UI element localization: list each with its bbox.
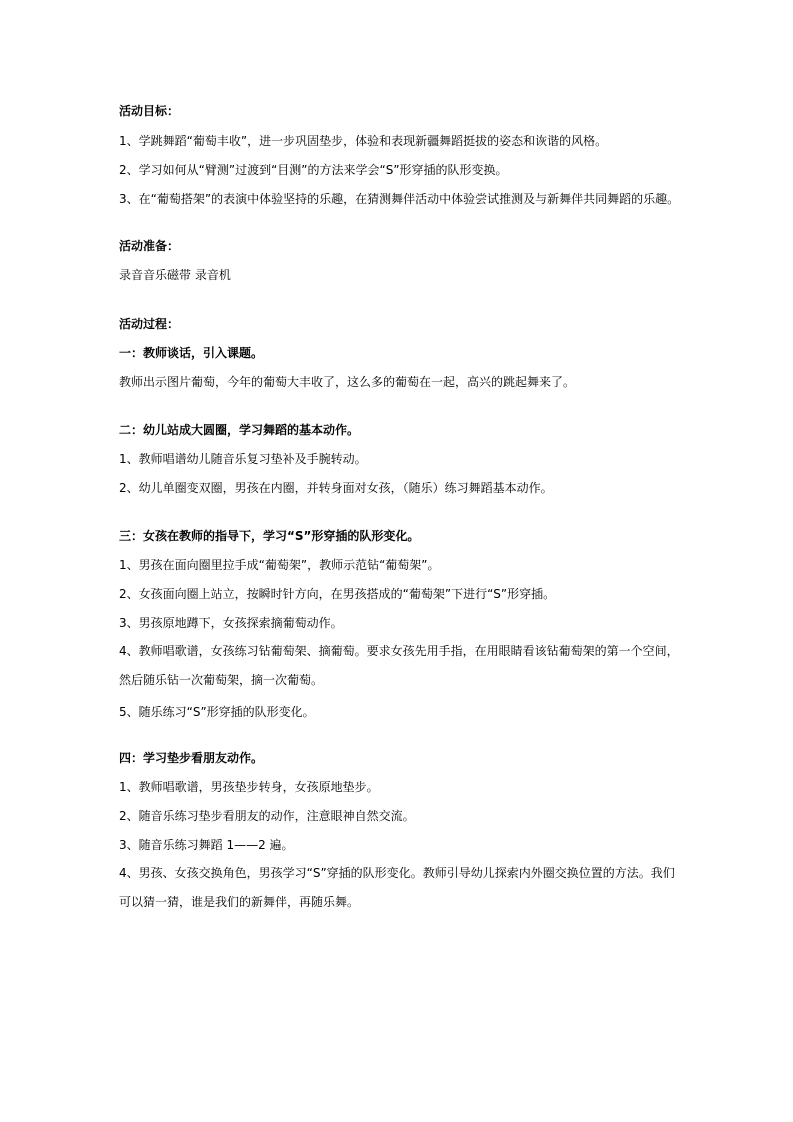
- section-3-title: 三：女孩在教师的指导下，学习“S”形穿插的队形变化。: [119, 529, 420, 543]
- goal-item-1: 1、学跳舞蹈“葡萄丰收”，进一步巩固垫步，体验和表现新疆舞蹈挺拔的姿态和诙谐的风格。: [119, 134, 608, 148]
- section-2-item-2: 2、幼儿单圈变双圈，男孩在内圈，并转身面对女孩，（随乐）练习舞蹈基本动作。: [119, 481, 553, 495]
- section-3-item-3: 3、男孩原地蹲下，女孩探索摘葡萄动作。: [119, 616, 343, 630]
- section-4-item-3: 3、随音乐练习舞蹈 1——2 遍。: [119, 838, 294, 852]
- section-3-item-2: 2、女孩面向圈上站立，按瞬时针方向，在男孩搭成的“葡萄架”下进行“S”形穿插。: [119, 587, 556, 601]
- section-4-title: 四：学习垫步看朋友动作。: [119, 751, 264, 765]
- section-2-title: 二：幼儿站成大圆圈，学习舞蹈的基本动作。: [119, 423, 360, 437]
- prep-heading: 活动准备：: [119, 239, 180, 253]
- section-4-item-2: 2、随音乐练习垫步看朋友的动作，注意眼神自然交流。: [119, 809, 415, 823]
- process-heading: 活动过程：: [119, 317, 180, 331]
- section-3-item-4: 4、教师唱歌谱，女孩练习钻葡萄架、摘葡萄。要求女孩先用手指，在用眼睛看该钻葡萄架的第一个空间，然后随乐钻一次葡萄架，摘一次葡萄。: [119, 644, 679, 687]
- section-1-title: 一：教师谈话，引入课题。: [119, 346, 264, 360]
- goals-heading: 活动目标：: [119, 104, 180, 118]
- section-3-item-5: 5、随乐练习“S”形穿插的队形变化。: [119, 705, 315, 719]
- section-3-item-1: 1、男孩在面向圈里拉手成“葡萄架”，教师示范钻“葡萄架”。: [119, 558, 440, 572]
- prep-text: 录音音乐磁带 录音机: [119, 268, 231, 282]
- section-4-item-1: 1、教师唱歌谱，男孩垫步转身，女孩原地垫步。: [119, 780, 379, 794]
- section-2-item-1: 1、教师唱谱幼儿随音乐复习垫补及手腕转动。: [119, 452, 367, 466]
- section-1-item-1: 教师出示图片葡萄，今年的葡萄大丰收了，这么多的葡萄在一起，高兴的跳起舞来了。: [119, 375, 576, 389]
- goal-item-3: 3、在“葡萄搭架”的表演中体验坚持的乐趣，在猜测舞伴活动中体验尝试推测及与新舞伴共同舞蹈的乐趣。: [119, 192, 680, 206]
- section-4-item-4: 4、男孩、女孩交换角色，男孩学习“S”穿插的队形变化。教师引导幼儿探索内外圈交换位置的方法。我们可以猜一猜，谁是我们的新舞伴，再随乐舞。: [119, 866, 675, 909]
- goal-item-2: 2、学习如何从“臂测”过渡到“目测”的方法来学会“S”形穿插的队形变换。: [119, 163, 508, 177]
